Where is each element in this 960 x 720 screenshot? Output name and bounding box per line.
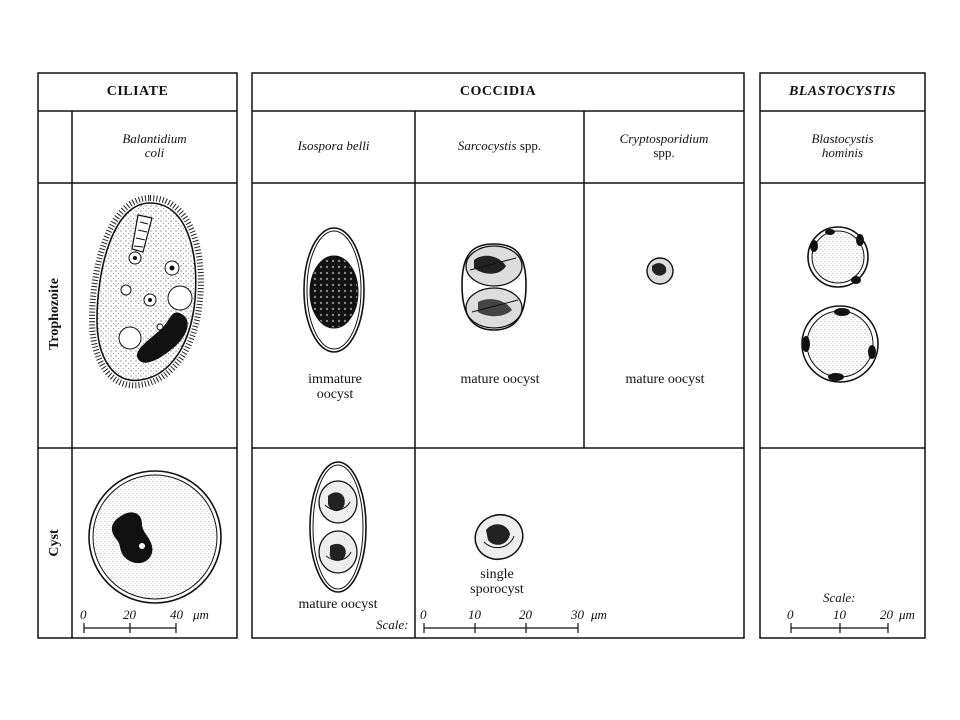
species-blastocystis-hominis <box>760 132 925 161</box>
caption-sarcocystis-sporocyst <box>452 567 542 598</box>
species-sarcocystis-genus: Sarcocystis <box>457 138 517 153</box>
header-ciliate: CILIATE <box>106 84 169 99</box>
blastocystis-scale-unit: μm <box>899 607 915 622</box>
row-label-cyst: Cyst <box>47 529 62 557</box>
ciliate-scale-tick-40: 40 <box>170 607 183 622</box>
species-balantidium-line1: Balantidium <box>122 131 187 146</box>
species-sarcocystis-spp: spp. <box>516 138 542 153</box>
header-blastocystis: BLASTOCYSTIS <box>789 84 896 99</box>
blastocystis-scale-tick-20: 20 <box>880 607 893 622</box>
species-isospora-belli: Isospora belli <box>297 138 370 153</box>
species-blastocystis-line2: hominis <box>821 145 864 161</box>
species-cryptosporidium <box>584 132 744 161</box>
ciliate-scale-tick-20: 20 <box>123 607 136 622</box>
sarcocystis-mature-oocyst-drawing <box>462 244 526 330</box>
cryptosporidium-oocyst-drawing <box>647 258 673 284</box>
species-balantidium-coli <box>72 132 237 161</box>
ciliate-scale-bar <box>84 623 176 633</box>
row-label-trophozoite: Trophozoite <box>47 278 62 350</box>
caption-sporocyst-line2: sporocyst <box>470 582 524 598</box>
balantidium-trophozoite-drawing <box>92 198 201 385</box>
species-cryptosporidium-line1: Cryptosporidium <box>619 131 709 146</box>
blastocystis-scale-label: Scale: <box>823 590 856 605</box>
isospora-mature-oocyst-drawing <box>310 462 366 592</box>
blastocystis-upper-drawing <box>808 227 868 287</box>
species-balantidium-line2: coli <box>144 145 165 161</box>
coccidia-scale-tick-0: 0 <box>420 607 427 622</box>
caption-sporocyst-line1: single <box>480 567 514 582</box>
coccidia-scale-label: Scale: <box>376 617 409 632</box>
caption-isospora-immature-line2: oocyst <box>316 387 354 403</box>
caption-isospora-immature-line1: immature <box>308 372 362 387</box>
coccidia-scale-tick-30: 30 <box>571 607 584 622</box>
sarcocystis-sporocyst-drawing <box>469 508 529 566</box>
species-sarcocystis <box>415 139 584 153</box>
caption-isospora-mature: mature oocyst <box>298 597 378 612</box>
coccidia-scale-tick-20: 20 <box>519 607 532 622</box>
coccidia-scale-tick-10: 10 <box>468 607 481 622</box>
ciliate-scale-unit: μm <box>193 607 209 622</box>
isospora-immature-oocyst-drawing <box>304 228 364 352</box>
species-blastocystis-line1: Blastocystis <box>811 131 874 146</box>
blastocystis-scale-bar <box>791 623 888 633</box>
coccidia-scale-unit: μm <box>591 607 607 622</box>
balantidium-cyst-drawing <box>89 471 221 603</box>
caption-sarcocystis-mature: mature oocyst <box>460 372 540 387</box>
blastocystis-scale-tick-0: 0 <box>787 607 794 622</box>
blastocystis-lower-drawing <box>802 306 878 382</box>
ciliate-scale-tick-0: 0 <box>80 607 87 622</box>
blastocystis-scale-tick-10: 10 <box>833 607 846 622</box>
species-cryptosporidium-line2: spp. <box>653 145 675 161</box>
caption-cryptosporidium-mature: mature oocyst <box>625 372 705 387</box>
header-coccidia: COCCIDIA <box>459 84 537 99</box>
coccidia-scale-bar <box>424 623 578 633</box>
caption-isospora-immature <box>290 372 380 403</box>
